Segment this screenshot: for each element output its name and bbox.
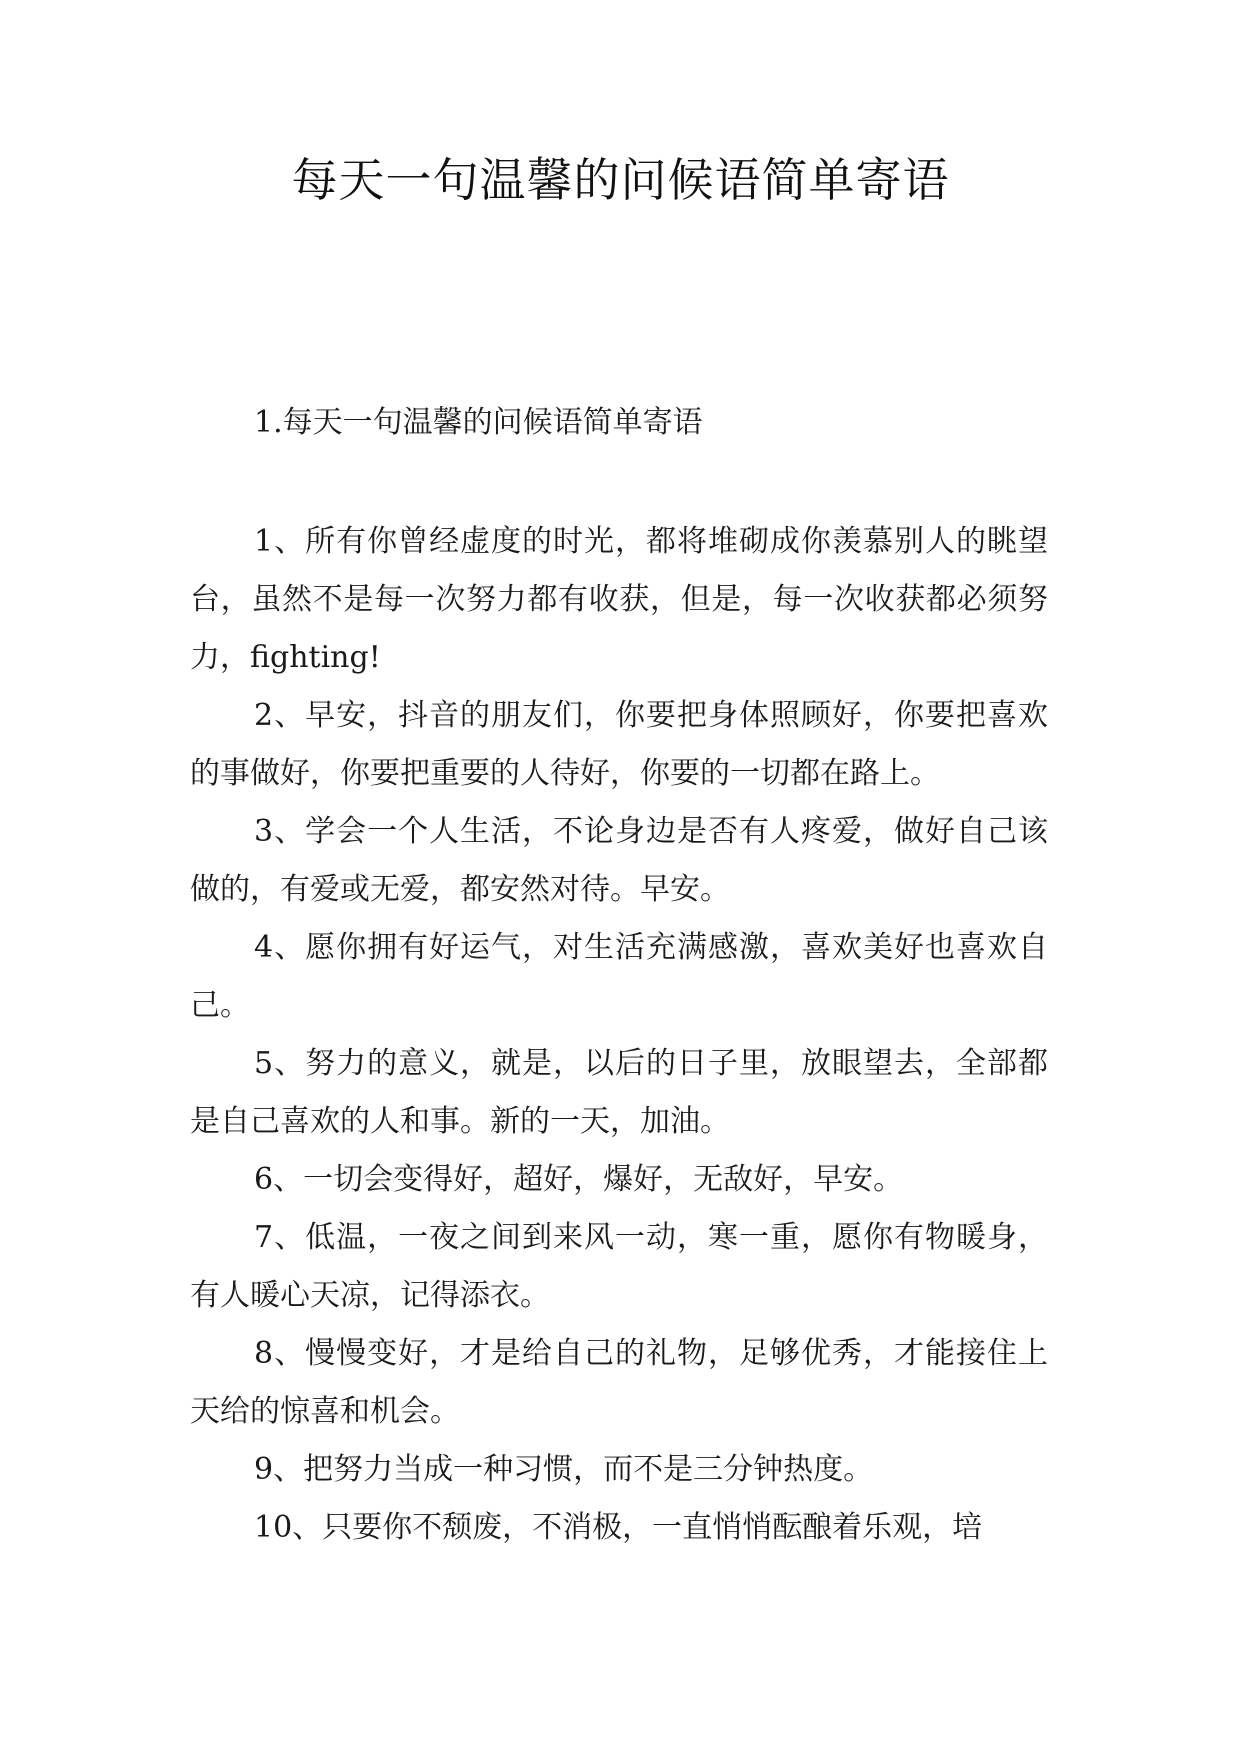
paragraph: 7、低温，一夜之间到来风一动，寒一重，愿你有物暖身，有人暖心天凉，记得添衣。 — [190, 1220, 1048, 1313]
paragraph: 10、只要你不颓废，不消极，一直悄悄酝酿着乐观，培 — [254, 1510, 983, 1545]
paragraph: 4、愿你拥有好运气，对生活充满感激，喜欢美好也喜欢自己。 — [190, 930, 1048, 1023]
paragraph: 2、早安，抖音的朋友们，你要把身体照顾好，你要把喜欢的事做好，你要把重要的人待好，你要的一切都在路上。 — [190, 698, 1048, 791]
paragraph: 6、一切会变得好，超好，爆好，无敌好，早安。 — [254, 1162, 904, 1197]
paragraph: 3、学会一个人生活，不论身边是否有人疼爱，做好自己该做的，有爱或无爱，都安然对待。早安。 — [190, 814, 1048, 907]
paragraph: 8、慢慢变好，才是给自己的礼物，足够优秀，才能接住上天给的惊喜和机会。 — [190, 1336, 1048, 1429]
document-title: 每天一句温馨的问候语简单寄语 — [291, 153, 950, 207]
paragraph: 9、把努力当成一种习惯，而不是三分钟热度。 — [254, 1452, 874, 1487]
paragraph: 5、努力的意义，就是，以后的日子里，放眼望去，全部都是自己喜欢的人和事。新的一天，加油。 — [190, 1046, 1048, 1139]
section-heading: 1.每天一句温馨的问候语简单寄语 — [254, 405, 703, 440]
document-body — [190, 513, 1048, 1557]
paragraph: 1、所有你曾经虚度的时光，都将堆砌成你羡慕别人的眺望台，虽然不是每一次努力都有收获，但是，每一次收获都必须努力，fighting! — [190, 524, 1048, 675]
